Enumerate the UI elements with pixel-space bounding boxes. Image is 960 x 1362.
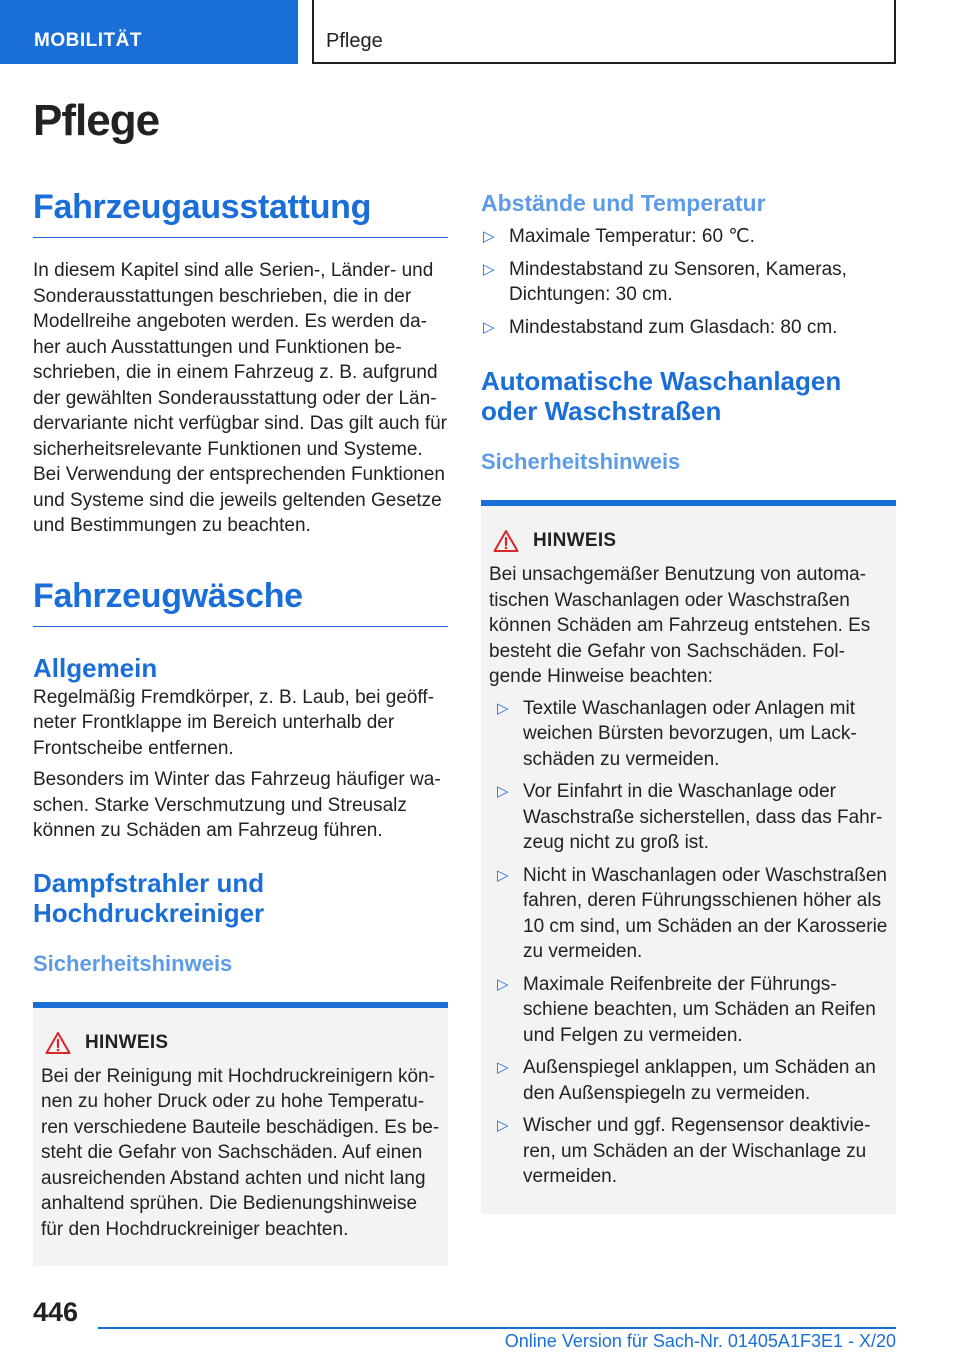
heading-sicherheitshinweis-right: Sicherheitshinweis xyxy=(481,449,681,474)
heading-sicherheitshinweis-left: Sicherheitshinweis xyxy=(33,950,233,976)
paragraph-ausstattung: In diesem Kapitel sind alle Serien-, Länder- und Sonderausstattungen beschrieben, die in der Modellreihe angeboten werden. Es werden daher auch Ausstattungen und Funktionen beschrieben, die in einem Fahrzeug z. B. aufgrund der gewählten Sonderausstattung oder der Ländervariante nicht verfügbar sind. Das gilt auch für sicherheitsrelevante Funktionen und Systeme. Bei Verwendung der entsprechenden Funktionen und Systeme sind die jeweils geltenden Gesetze und Bestimmungen zu beachten. xyxy=(33,260,447,536)
triangle-bullet-icon: ▷ xyxy=(483,260,495,278)
heading-fahrzeugwaesche: Fahrzeugwäsche xyxy=(33,577,448,627)
list-item: ▷ Mindestabstand zu Sensoren, Kameras, Dichtungen: 30 cm. xyxy=(483,258,847,305)
list-item: ▷ Mindestabstand zum Glasdach: 80 cm. xyxy=(481,315,896,341)
triangle-bullet-icon: ▷ xyxy=(497,1117,509,1134)
footer-online-version: Online Version für Sach-Nr. 01405A1F3E1 - X/20 xyxy=(98,1327,896,1352)
list-item: ▷ Maximale Reifenbreite der Führungsschiene beachten, um Schäden an Reifen und Felgen zu vermeiden. xyxy=(497,973,876,1046)
note-box-waschanlagen xyxy=(481,500,896,1214)
chapter-tab xyxy=(312,0,896,64)
list-abstaende xyxy=(481,224,896,340)
right-column xyxy=(481,188,896,1214)
paragraph-allgemein-1: Regelmäßig Fremdkörper, z. B. Laub, bei geöffneter Frontklappe im Bereich unterhalb der Frontscheibe entfernen. xyxy=(33,686,434,759)
heading-fahrzeugausstattung: Fahrzeugausstattung xyxy=(33,188,448,238)
triangle-bullet-icon: ▷ xyxy=(497,783,509,800)
section-label: MOBILITÄT xyxy=(34,30,142,51)
note-box-hochdruck xyxy=(33,1002,448,1267)
list-item: ▷ Nicht in Waschanlagen oder Waschstraßen fahren, deren Führungsschienen höher als 10 cm sind, um Schäden an der Karosserie zu vermeiden. xyxy=(497,864,888,962)
list-item: ▷ Vor Einfahrt in die Waschanlage oder Waschstraße sicherstellen, dass das Fahrzeug nicht zu groß ist. xyxy=(497,781,883,853)
triangle-bullet-icon: ▷ xyxy=(483,318,495,336)
triangle-bullet-icon: ▷ xyxy=(483,228,495,245)
triangle-bullet-icon: ▷ xyxy=(497,975,509,993)
warning-icon xyxy=(493,529,519,553)
page-number: 446 xyxy=(33,1297,79,1327)
section-tab xyxy=(0,0,298,64)
triangle-bullet-icon: ▷ xyxy=(497,699,509,717)
heading-automatische-waschanlagen: Automatische Waschanlagen oder Waschstraßen xyxy=(481,366,842,426)
triangle-bullet-icon: ▷ xyxy=(497,866,509,884)
left-column xyxy=(33,188,448,1266)
note-label: HINWEIS xyxy=(85,1031,169,1053)
list-item: ▷ Außenspiegel anklappen, um Schäden an den Außenspiegeln zu vermeiden. xyxy=(497,1057,876,1104)
heading-dampfstrahler: Dampfstrahler und Hochdruckreiniger xyxy=(33,867,265,928)
triangle-bullet-icon: ▷ xyxy=(497,1059,509,1076)
note-text: Bei unsachgemäßer Benutzung von automatischen Waschanlagen oder Waschstraßen können Schäden am Fahrzeug entstehen. Es besteht die Gefahr von Sachschäden. Folgende Hinweise beachten: xyxy=(489,564,871,687)
list-item: ▷ Wischer und ggf. Regensensor deaktivieren, um Schäden an der Wischanlage zu vermeiden. xyxy=(497,1115,871,1187)
note-label: HINWEIS xyxy=(533,530,617,551)
note-header xyxy=(41,1028,440,1058)
list-waschanlagen-hinweise xyxy=(489,696,888,1190)
note-text: Bei der Reinigung mit Hochdruckreinigern können zu hoher Druck oder zu hohe Temperaturen verschiedene Bauteile beschädigen. Es besteht die Gefahr von Sachschäden. Auf einen ausreichenden Abstand achten und nicht lang anhaltend sprühen. Die Bedienungshinweise für den Hochdruckreiniger beachten. xyxy=(41,1065,440,1240)
heading-allgemein: Allgemein xyxy=(33,652,158,683)
warning-icon xyxy=(45,1031,71,1055)
heading-abstaende: Abstände und Temperatur xyxy=(481,190,766,216)
note-header xyxy=(489,526,888,556)
paragraph-allgemein-2: Besonders im Winter das Fahrzeug häufiger waschen. Starke Verschmutzung und Streusalz können zu Schäden am Fahrzeug führen. xyxy=(33,769,441,841)
list-item: ▷ Maximale Temperatur: 60 ℃. xyxy=(481,224,896,250)
chapter-label: Pflege xyxy=(326,30,383,52)
page-title: Pflege xyxy=(33,96,160,145)
list-item: ▷ Textile Waschanlagen oder Anlagen mit weichen Bürsten bevorzugen, um Lackschäden zu vermeiden. xyxy=(497,697,857,770)
